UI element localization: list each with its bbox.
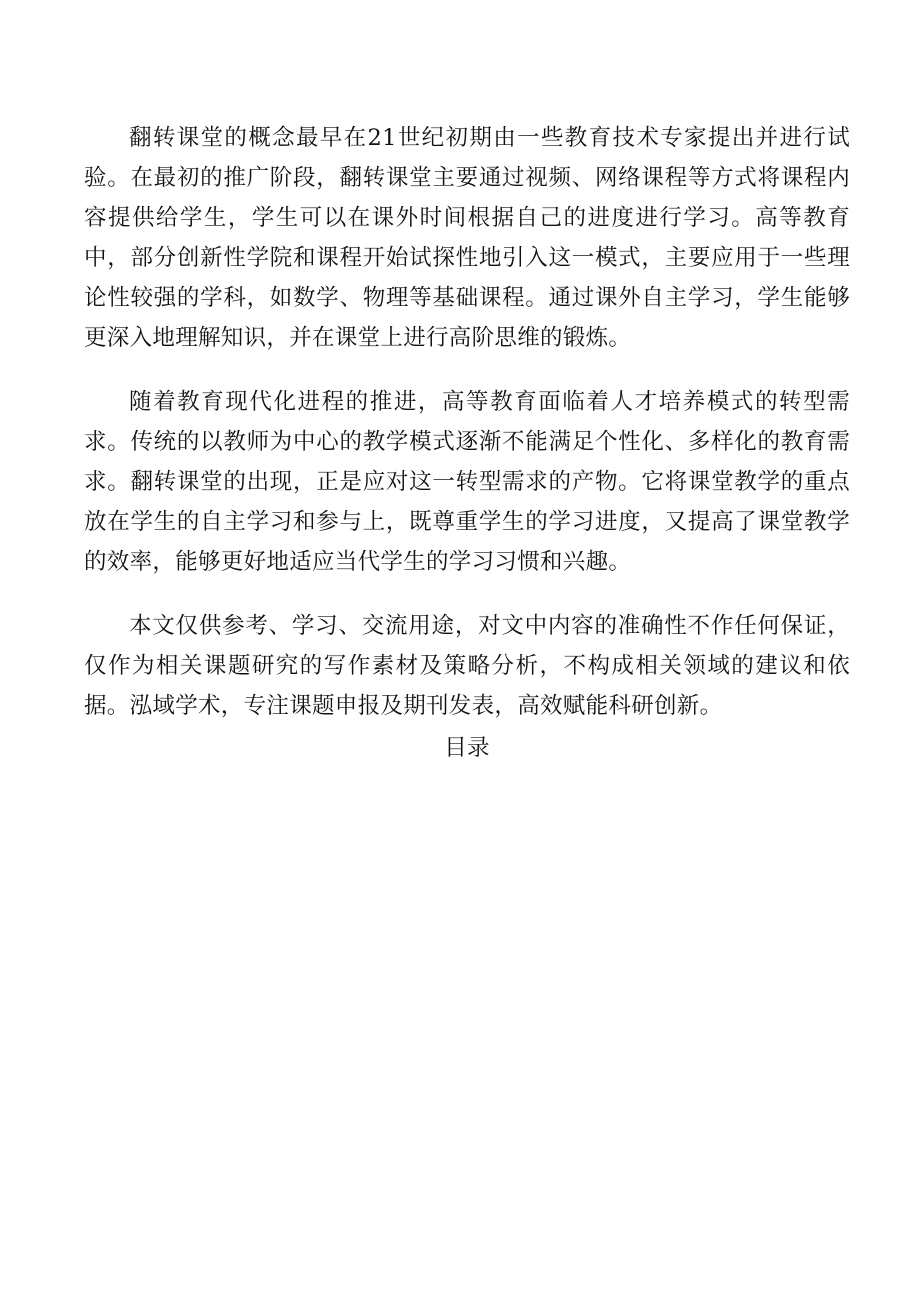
paragraph-flipped-classroom-origin: 翻转课堂的概念最早在21世纪初期由一些教育技术专家提出并进行试验。在最初的推广阶段，翻转课堂主要通过视频、网络课程等方式将课程内容提供给学生，学生可以在课外时间根据自己的进度进行学习。高等教育中，部分创新性学院和课程开始试探性地引入这一模式，主要应用于一些理论性较强的学科，如数学、物理等基础课程。通过课外自主学习，学生能够更深入地理解知识，并在课堂上进行高阶思维的锻炼。: [84, 125, 850, 351]
paragraph-disclaimer: 本文仅供参考、学习、交流用途，对文中内容的准确性不作任何保证，仅作为相关课题研究的写作素材及策略分析，不构成相关领域的建议和依据。泓域学术，专注课题申报及期刊发表，高效赋能科研创新。: [84, 613, 850, 719]
toc-title: 目录: [444, 735, 490, 761]
document-body: [84, 118, 850, 790]
paragraph-education-modernization: 随着教育现代化进程的推进，高等教育面临着人才培养模式的转型需求。传统的以教师为中心的教学模式逐渐不能满足个性化、多样化的教育需求。翻转课堂的出现，正是应对这一转型需求的产物。它将课堂教学的重点放在学生的自主学习和参与上，既尊重学生的学习进度，又提高了课堂教学的效率，能够更好地适应当代学生的学习习惯和兴趣。: [84, 389, 850, 575]
